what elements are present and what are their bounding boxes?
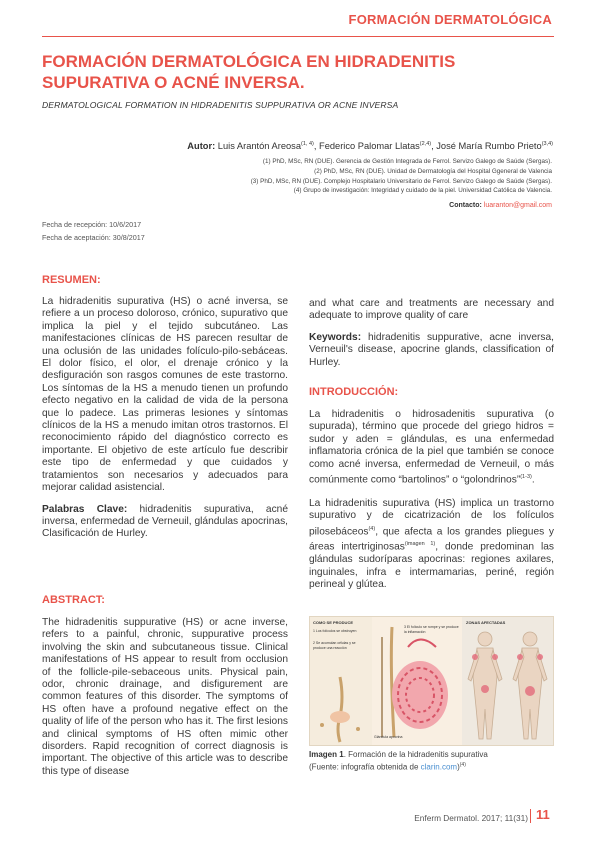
figure-caption	[309, 750, 554, 773]
caption-text: . Formación de la hidradenitis supurativa	[343, 750, 488, 759]
resumen-body	[42, 296, 288, 541]
article-subtitle: DERMATOLOGICAL FORMATION IN HIDRADENITIS SUPPURATIVA OR ACNE INVERSA	[42, 100, 399, 110]
inflamed-gland-shape	[392, 661, 448, 729]
author-3-sup: (3,4)	[541, 141, 553, 147]
author-line	[120, 141, 553, 151]
infographic-svg	[310, 617, 553, 745]
author-2-sup: (2,4)	[419, 141, 432, 147]
abstract-cont-text: and what care and treatments are necessary and adequate to improve quality of care	[309, 298, 554, 322]
hidradenitis-infographic	[309, 616, 554, 746]
caption-label: Imagen 1	[309, 750, 344, 759]
abstract-continued	[309, 298, 554, 369]
caption-link[interactable]: clarin.com	[420, 762, 458, 772]
resumen-text: La hidradenitis supurativa (HS) o acné inversa, se refiere a un proceso doloroso, crónico, supurativo que implica la piel y el tejido subcutáneo. Las manifestaciones clínicas de HS parecen resultar de una oclusión de las unidades folículo-pilo-sebáceas. El dolor físico, el olor, el drenaje crónico y la desfiguración son rasgos comunes de este trastorno. Los síntomas de la HS a menudo tienen un profundo efecto negativo en la calidad de vida de la persona que lo padece. Las primeras lesiones y síntomas clínicos de la HS a menudo imitan otros trastornos. El reconocimiento rápido del diagnóstico correcto es importante. El objetivo de este artículo fue describir este tipo de enfermedad y que cuidados y tratamientos son necesarios y adecuados para mejorar calidad asistencial.	[42, 296, 288, 494]
abstract-heading: ABSTRACT:	[42, 594, 105, 606]
gland-shape	[330, 711, 350, 723]
affiliation-4: (4) Grupo de investigación: Integridad y cuidado de la piel. Universidad Católica de Valencia.	[293, 187, 552, 194]
journal-citation: Enferm Dermatol. 2017; 11(31)	[414, 813, 528, 823]
abstract-keywords-text: hidradenitis suppurative, acne inversa, Verneuil's disease, apocrine glands, classification of Hurley.	[309, 331, 554, 368]
intro-p2-sup1: (4)	[368, 525, 376, 532]
title-line-2: SUPURATIVA O ACNÉ INVERSA.	[42, 73, 305, 92]
date-accepted: Fecha de aceptación: 30/8/2017	[42, 233, 145, 242]
resumen-heading: RESUMEN:	[42, 274, 101, 286]
panel-1-title: COMO SE PRODUCE	[313, 620, 354, 625]
contact-label: Contacto:	[449, 202, 482, 209]
author-label: Autor:	[187, 141, 216, 152]
section-header: FORMACIÓN DERMATOLÓGICA	[348, 12, 552, 27]
intro-p2-a: La hidradenitis supurativa (HS) implica un trastorno supurativo y de cicatrización de los folículos pilosebáceos	[309, 497, 554, 538]
intro-paragraph-2	[309, 498, 554, 592]
intro-paragraph-1	[309, 409, 554, 487]
intro-p1-text: La hidradenitis o hidrosadenitis supurativa (o supurada), término que procede del griego hidros = sudor y aden = glándulas, es una enfermedad inflamatoria crónica de la piel que también se conoce como acné inversa, enfermedad de Verneuil, o más comúnmente como “bartolinos” o “golondrinos”	[309, 409, 554, 486]
intro-p2-b: , que afecta a los grandes pliegues y áreas intertriginosas	[309, 526, 554, 553]
panel-3-title: ZONAS AFECTADAS	[466, 620, 506, 625]
article-title	[42, 51, 512, 93]
intro-p1-sup: (1-3)	[520, 474, 532, 481]
keywords-text: hidradenitis supurativa, acné inversa, enfermedad de Verneuil, glándulas apocrinas, Clasificación de Hurley.	[42, 503, 288, 540]
author-3: José María Rumbo Prieto	[436, 141, 542, 152]
abstract-keywords-label: Keywords:	[309, 331, 362, 343]
author-sep: ,	[313, 141, 320, 152]
panel-1-step-2: 2 Se acumulan células y se produce una reacción	[313, 641, 356, 650]
intro-p2-sup2: (imagen 1)	[404, 541, 436, 548]
resumen-keywords	[42, 504, 288, 541]
intro-p2-c: , donde predominan las glándulas sudoríparas apocrinas: regiones axilares, inguinales, infra e intermamarias, periné, región perineal y glútea.	[309, 541, 555, 591]
affiliation-3: (3) PhD, MSc, RN (DUE). Complejo Hospitalario Universitario de Ferrol. Servizo Galego de Saúde (Sergas).	[250, 178, 552, 185]
keywords-label: Palabras Clave:	[42, 503, 128, 515]
page-number: 11	[536, 807, 550, 822]
author-sep: ,	[431, 141, 437, 152]
panel-2-label: Glándula apocrina	[374, 735, 403, 739]
intro-heading: INTRODUCCIÓN:	[309, 386, 399, 398]
date-received: Fecha de recepción: 10/6/2017	[42, 220, 142, 229]
caption-close: )	[457, 762, 460, 772]
title-line-1: FORMACIÓN DERMATOLÓGICA EN HIDRADENITIS	[42, 52, 456, 71]
abstract-keywords	[309, 332, 554, 369]
intro-p1-end: .	[531, 474, 535, 486]
contact	[300, 202, 552, 209]
author-1: Luis Arantón Areosa	[217, 141, 301, 152]
affiliation-1: (1) PhD, MSc, RN (DUE). Gerencia de Gestión Integrada de Ferrol. Servizo Galego de Saúde (Sergas).	[262, 158, 552, 165]
panel-1-step-1: 1 Los folículos se obstruyen	[313, 629, 357, 633]
author-1-sup: (1, 4)	[301, 141, 314, 147]
caption-sup: (4)	[459, 762, 466, 768]
caption-source: (Fuente: infografía obtenida de	[309, 762, 421, 772]
footer-divider	[530, 809, 531, 823]
author-2: Federico Palomar Llatas	[319, 141, 420, 152]
panel-2-step-3: 3 El folículo se rompe y se produce la inflamación	[404, 625, 459, 634]
abstract-body: The hidradenitis suppurative (HS) or acne inverse, refers to a painful, chronic, suppurative process involving the skin and subcutaneous tissue. Clinical manifestations of HS appear to result from occlusion of the follicle-pile-sebaceous units. Physical pain, odor, chronic drainage, and disfigurement are common features of this disorder. The symptoms of HS often have a profound negative effect on the quality of life of the person who has it. The first lesions and clinical symptoms of HS often mimic other disorders. Rapid recognition of correct diagnosis is important. The objective of this article was to describe this type of disease	[42, 617, 288, 777]
affiliation-2: (2) PhD, MSc, RN (DUE). Unidad de Dermatología del Hospital Ggeneral de Valencia	[314, 168, 552, 175]
contact-email[interactable]: luaranton@gmail.com	[483, 202, 552, 209]
header-divider	[42, 36, 554, 37]
intro-body	[309, 409, 554, 591]
